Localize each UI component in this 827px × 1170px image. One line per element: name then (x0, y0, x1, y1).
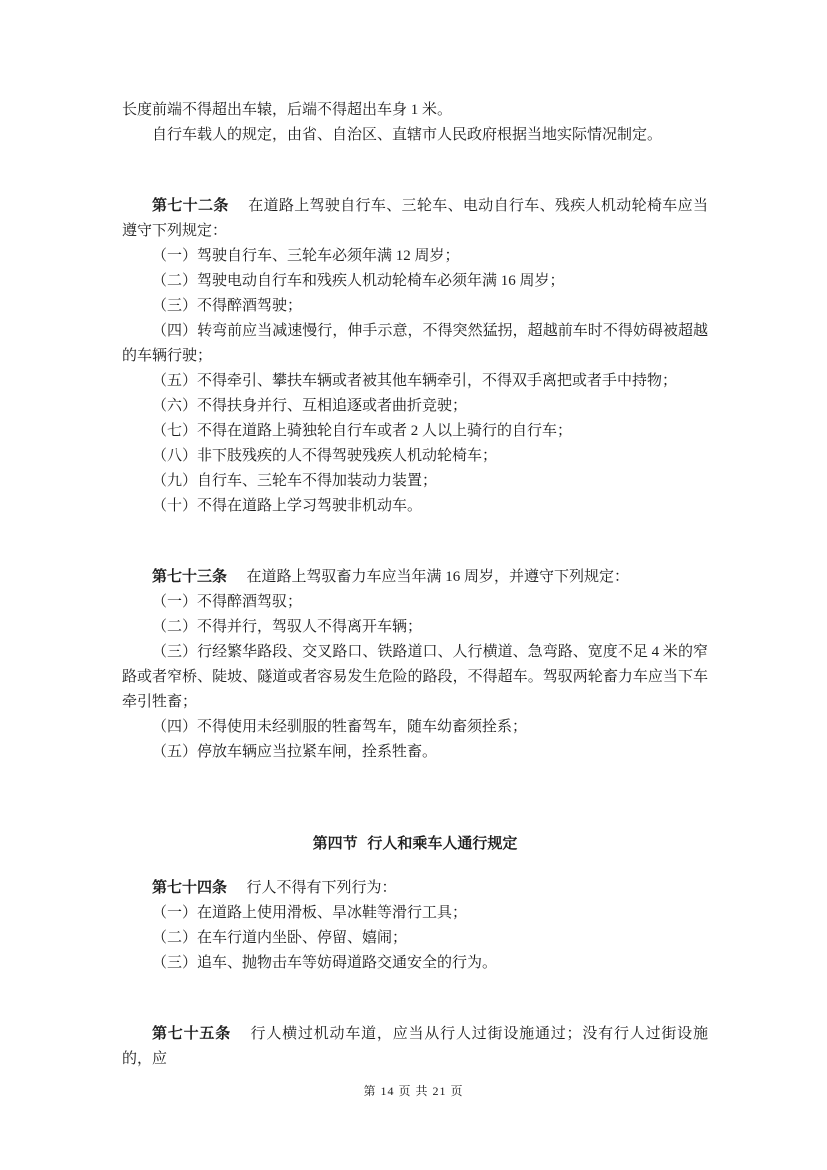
article-lead-text: 行人横过机动车道，应当从行人过街设施通过；没有行人过街设施的，应 (122, 1026, 708, 1067)
article-lead-text: 在道路上驾驶自行车、三轮车、电动自行车、残疾人机动轮椅车应当遵守下列规定： (122, 198, 708, 239)
article-lead (122, 194, 708, 244)
article-block (122, 565, 708, 765)
article-item: （五）停放车辆应当拉紧车闸，拴系牲畜。 (152, 744, 438, 760)
article-lead (122, 1022, 708, 1072)
article-item: （十）不得在道路上学习驾驶非机动车。 (152, 498, 423, 514)
article-number: 第七十五条 (152, 1026, 232, 1042)
article-item: （三）追车、抛物击车等妨碍道路交通安全的行为。 (152, 955, 498, 971)
article-item: （五）不得牵引、攀扶车辆或者被其他车辆牵引，不得双手离把或者手中持物； (152, 373, 678, 389)
article-item: （二）驾驶电动自行车和残疾人机动轮椅车必须年满 16 周岁； (152, 273, 565, 289)
article-block (122, 876, 708, 976)
article-item: （一）在道路上使用滑板、旱冰鞋等滑行工具； (152, 905, 468, 921)
article-item: （二）在车行道内坐卧、停留、嬉闹； (152, 930, 408, 946)
article-item: （九）自行车、三轮车不得加装动力装置； (152, 473, 438, 489)
section-heading (122, 832, 708, 857)
article-item: （四）转弯前应当减速慢行，伸手示意，不得突然猛拐，超越前车时不得妨碍被超越的车辆行驶； (122, 323, 708, 364)
article-number: 第七十三条 (152, 569, 228, 585)
article-lead (122, 565, 708, 590)
article-lead-text: 行人不得有下列行为： (246, 880, 397, 896)
page-footer (0, 1084, 827, 1098)
article-item: （六）不得扶身并行、互相追逐或者曲折竞驶； (152, 398, 468, 414)
section-title: 行人和乘车人通行规定 (367, 836, 518, 852)
section-number: 第四节 (312, 836, 358, 852)
page-number-text: 第 14 页 共 21 页 (363, 1084, 464, 1098)
article-item: （一）不得醉酒驾驭； (152, 594, 303, 610)
article-item: （三）行经繁华路段、交叉路口、铁路道口、人行横道、急弯路、宽度不足 4 米的窄路或者窄桥、陡坡、隧道或者容易发生危险的路段，不得超车。驾驭两轮畜力车应当下车牵引牲畜； (122, 644, 708, 710)
article-block (122, 1022, 708, 1072)
article-number: 第七十四条 (152, 880, 228, 896)
paragraph: 长度前端不得超出车辕，后端不得超出车身 1 米。 (122, 102, 453, 118)
article-block (122, 194, 708, 519)
article-lead-text: 在道路上驾驭畜力车应当年满 16 周岁，并遵守下列规定： (246, 569, 630, 585)
article-item: （八）非下肢残疾的人不得驾驶残疾人机动轮椅车； (152, 448, 498, 464)
article-item: （三）不得醉酒驾驶； (152, 298, 303, 314)
article-lead (122, 876, 708, 901)
article-number: 第七十二条 (152, 198, 229, 214)
article-item: （七）不得在道路上骑独轮自行车或者 2 人以上骑行的自行车； (152, 423, 573, 439)
article-item: （一）驾驶自行车、三轮车必须年满 12 周岁； (152, 248, 460, 264)
article-item: （四）不得使用未经驯服的牲畜驾车，随车幼畜须拴系； (152, 719, 528, 735)
article-item: （二）不得并行，驾驭人不得离开车辆； (152, 619, 423, 635)
paragraph: 自行车载人的规定，由省、自治区、直辖市人民政府根据当地实际情况制定。 (152, 127, 663, 143)
